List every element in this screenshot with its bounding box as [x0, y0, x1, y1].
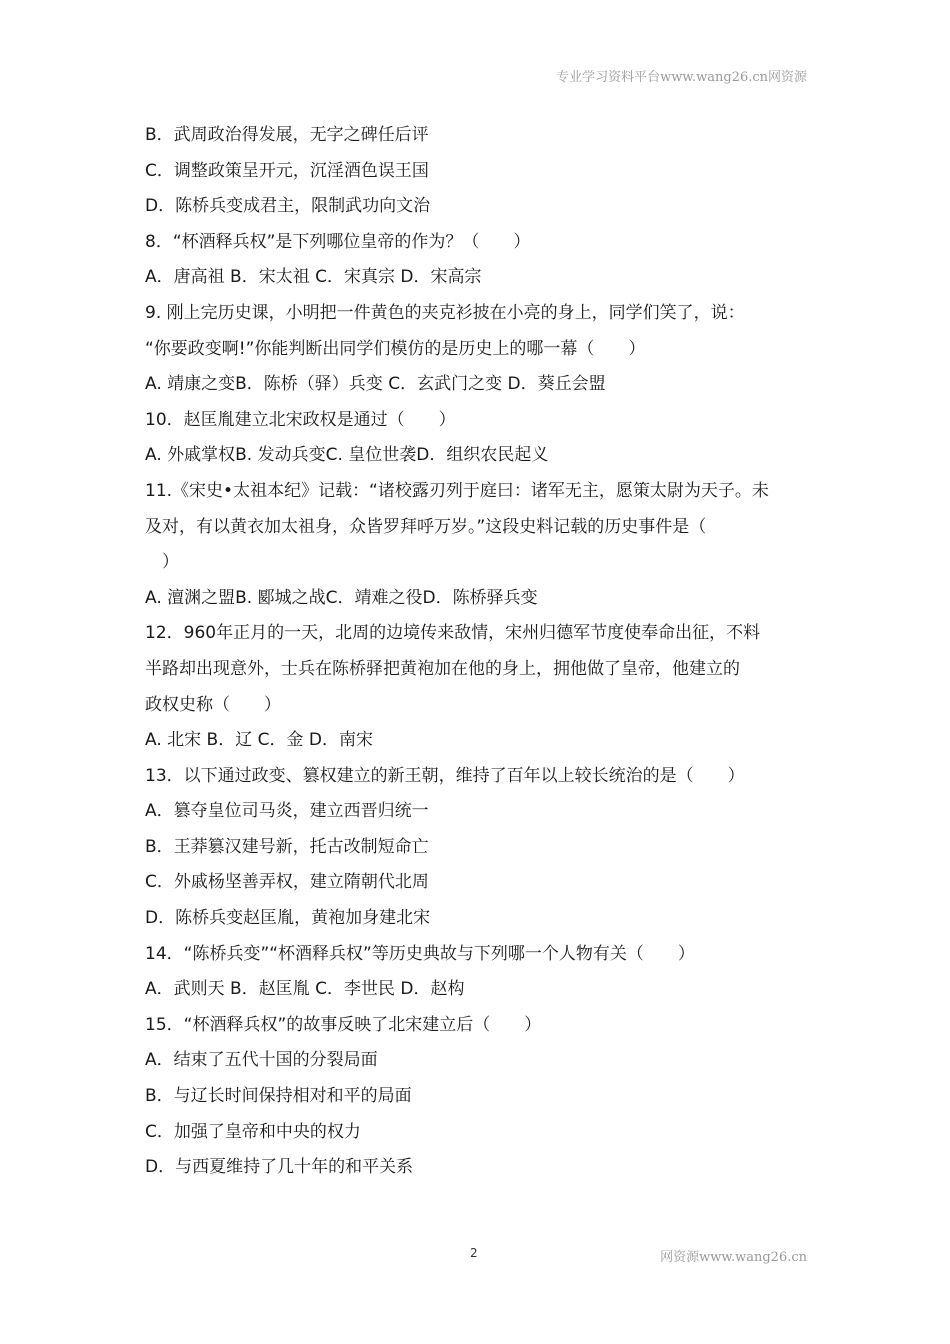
question-12-cont: 政权史称（ ）	[145, 694, 281, 715]
option-line: C．加强了皇帝和中央的权力	[145, 1121, 361, 1142]
question-14: 14．“陈桥兵变”“杯酒释兵权”等历史典故与下列哪一个人物有关（ ）	[145, 943, 695, 964]
question-13: 13．以下通过政变、篡权建立的新王朝，维持了百年以上较长统治的是（ ）	[145, 765, 745, 786]
option-line: D．与西夏维持了几十年的和平关系	[145, 1157, 414, 1178]
option-line: C．外戚杨坚善弄权，建立隋朝代北周	[145, 872, 429, 893]
question-9: 9. 刚上完历史课，小明把一件黄色的夹克衫披在小亮的身上，同学们笑了，说：	[145, 302, 745, 323]
question-14-options: A．武则天 B．赵匡胤 C．李世民 D．赵构	[145, 979, 465, 1000]
option-line: A．结束了五代十国的分裂局面	[145, 1050, 378, 1071]
option-line: C．调整政策呈开元，沉淫酒色误王国	[145, 160, 429, 181]
question-12: 12．960年正月的一天，北周的边境传来敌情，宋州归德军节度使奉命出征，不料	[145, 623, 761, 644]
question-8: 8．“杯酒释兵权”是下列哪位皇帝的作为？（ ）	[145, 231, 531, 252]
question-12-cont: 半路却出现意外，士兵在陈桥驿把黄袍加在他的身上，拥他做了皇帝，他建立的	[145, 658, 740, 679]
question-10-options: A. 外戚掌权B. 发动兵变C. 皇位世袭D．组织农民起义	[145, 445, 549, 466]
option-line: A．篡夺皇位司马炎，建立西晋归统一	[145, 801, 429, 822]
document-body	[145, 118, 810, 1186]
question-12-options: A. 北宋 B．辽 C．金 D．南宋	[145, 730, 373, 751]
question-9-cont: “你要政变啊!”你能判断出同学们模仿的是历史上的哪一幕（ ）	[145, 338, 646, 359]
question-9-options: A. 靖康之变B．陈桥（驿）兵变 C．玄武门之变 D．葵丘会盟	[145, 374, 606, 395]
footer-watermark: 网资源www.wang26.cn	[660, 1250, 807, 1265]
question-15: 15．“杯酒释兵权”的故事反映了北宋建立后（ ）	[145, 1014, 542, 1035]
question-11: 11.《宋史•太祖本纪》记载：“诸校露刃列于庭曰：诸军无主，愿策太尉为天子。未	[145, 480, 769, 501]
option-line: B．与辽长时间保持相对和平的局面	[145, 1086, 412, 1107]
question-10: 10．赵匡胤建立北宋政权是通过（ ）	[145, 409, 456, 430]
question-8-options: A．唐高祖 B．宋太祖 C．宋真宗 D．宋高宗	[145, 267, 482, 288]
option-line: B．武周政治得发展，无字之碑任后评	[145, 125, 429, 145]
option-line: B．王莽篡汉建号新，托古改制短命亡	[145, 836, 429, 857]
page-number: 2	[470, 1246, 478, 1260]
question-11-cont: ）	[145, 552, 179, 573]
header-watermark: 专业学习资料平台www.wang26.cn网资源	[556, 70, 807, 85]
question-11-options: A. 澶渊之盟B. 郾城之战C．靖难之役D．陈桥驿兵变	[145, 587, 538, 608]
option-line: D．陈桥兵变赵匡胤，黄袍加身建北宋	[145, 908, 431, 929]
question-11-cont: 及对，有以黄衣加太祖身，众皆罗拜呼万岁。”这段史料记载的历史事件是（	[145, 516, 707, 537]
option-line: D．陈桥兵变成君主，限制武功向文治	[145, 196, 431, 217]
